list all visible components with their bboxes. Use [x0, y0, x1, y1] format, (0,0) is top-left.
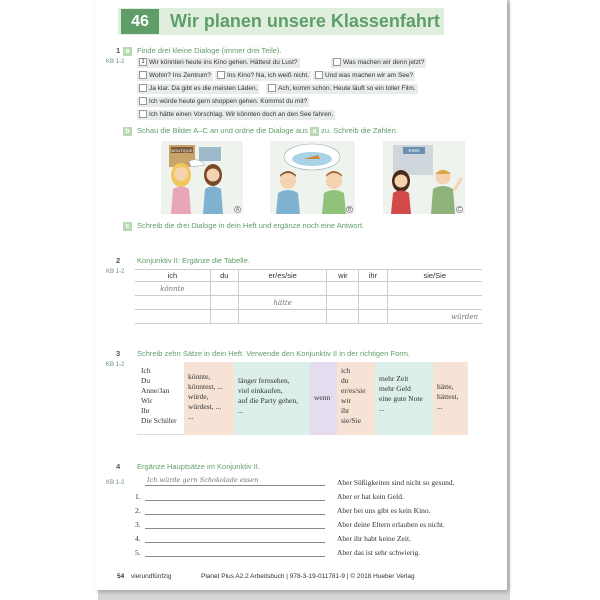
exercise-1-number: 1: [116, 46, 121, 55]
table-cell[interactable]: [327, 296, 359, 310]
page-header: [118, 8, 444, 35]
subject-item: Wir: [141, 396, 153, 405]
table-header-row: [135, 270, 482, 282]
verb-end-column: [433, 362, 468, 435]
activity-item: länger fernsehen,: [238, 376, 290, 385]
object-item: mehr Geld: [379, 384, 411, 393]
activity-item: auf die Party gehen,: [238, 396, 298, 405]
kb-ref-4: KB 1-2: [106, 480, 125, 486]
answer-box[interactable]: [217, 71, 225, 79]
answer-box[interactable]: [315, 71, 323, 79]
sentence-end: Aber ihr habt keine Zeit.: [337, 534, 411, 543]
answer-line[interactable]: [145, 500, 325, 501]
kb-ref-2: KB 1-2: [106, 269, 125, 275]
verb-end-item: ...: [437, 402, 443, 411]
exercise-2-number: 2: [116, 256, 121, 265]
answer-box[interactable]: [139, 110, 147, 118]
kb-ref-1: KB 1-2: [106, 59, 125, 65]
table-cell[interactable]: hätte: [238, 296, 327, 310]
subject-item: Du: [141, 376, 151, 385]
activity-item: viel einkaufen,: [238, 386, 283, 395]
ex3-instruction: Schreib zehn Sätze in dein Heft. Verwende den Konjunktiv II in der richtigen Form.: [137, 349, 411, 358]
table-cell[interactable]: [359, 296, 387, 310]
pronoun-column: [337, 362, 375, 435]
dialogue-chip[interactable]: Ich würde heute gern shoppen gehen. Kommst du mit?: [137, 97, 309, 107]
pronoun-item: sie/Sie: [341, 416, 361, 425]
answer-box[interactable]: 1: [139, 58, 147, 66]
workbook-page: [95, 0, 507, 590]
object-item: mehr Zeit: [379, 374, 409, 383]
table-row: [135, 282, 482, 296]
conjunction-item: wenn: [314, 393, 331, 402]
verb-item: könnte,: [188, 372, 211, 381]
subject-column: [137, 362, 184, 435]
subject-item: Ihr: [141, 406, 150, 415]
shopping-girls-illustration: [161, 141, 243, 214]
table-header-cell: sie/Sie: [387, 270, 482, 282]
sentence-end: Aber Süßigkeiten sind nicht so gesund.: [337, 478, 455, 487]
answer-line[interactable]: [145, 556, 325, 557]
footer-citation: Planet Plus A2.2 Arbeitsbuch | 978-3-19-011781-9 | © 2018 Hueber Verlag: [201, 573, 415, 580]
table-cell[interactable]: [387, 296, 482, 310]
table-cell[interactable]: [210, 310, 238, 324]
conjugation-table: [135, 269, 482, 324]
table-cell[interactable]: [238, 310, 327, 324]
lake-boys-illustration: [270, 141, 355, 214]
answer-line[interactable]: [145, 528, 325, 529]
conjunction-column: [310, 362, 337, 435]
dialogue-chip[interactable]: Und was machen wir am See?: [313, 71, 415, 81]
table-header-cell: ich: [135, 270, 210, 282]
answer-circle-c[interactable]: C: [457, 207, 462, 213]
answer-box[interactable]: [268, 84, 276, 92]
verb-end-item: hättest,: [437, 392, 459, 401]
pronoun-item: wir: [341, 396, 351, 405]
table-row: [135, 310, 482, 324]
table-cell[interactable]: [387, 282, 482, 296]
pronoun-item: ihr: [341, 406, 350, 415]
sentence-end: Aber er hat kein Geld.: [337, 492, 404, 501]
cinema-friends-illustration: [383, 141, 465, 214]
table-cell[interactable]: könnte: [135, 282, 210, 296]
dialogue-chip[interactable]: Ach, komm schon. Heute läuft so ein toller Film.: [266, 84, 418, 94]
item-number: 3.: [135, 520, 141, 529]
kb-ref-3: KB 1-2: [106, 362, 125, 368]
pronoun-item: ich: [341, 366, 351, 375]
picture-c: [383, 141, 465, 214]
activity-item: ...: [238, 406, 244, 415]
table-cell[interactable]: [327, 310, 359, 324]
answer-box[interactable]: [333, 58, 341, 66]
object-item: eine gute Note: [379, 394, 423, 403]
dialogue-chip[interactable]: Ja klar. Da gibt es die meisten Läden.: [137, 84, 259, 94]
table-header-cell: du: [210, 270, 238, 282]
verb-column: [184, 362, 234, 435]
ex1b-instruction: Schau die Bilder A–C an und ordne die Dialoge aus a zu. Schreib die Zahlen.: [137, 126, 398, 135]
verb-item: würde,: [188, 392, 209, 401]
ex1c-instruction: Schreib die drei Dialoge in dein Heft und ergänze noch eine Antwort.: [137, 221, 365, 230]
item-number: 2.: [135, 506, 141, 515]
subject-item: Ich: [141, 366, 151, 375]
example-answer: Ich würde gern Schokolade essen: [147, 476, 259, 484]
table-cell[interactable]: [135, 296, 210, 310]
sentence-end: Aber das ist sehr schwierig.: [337, 548, 421, 557]
ex2-instruction: Konjunktiv II: Ergänze die Tabelle.: [137, 256, 250, 265]
answer-line[interactable]: [145, 514, 325, 515]
answer-box[interactable]: [139, 84, 147, 92]
page-title: Wir planen unsere Klassenfahrt: [170, 11, 440, 31]
table-row: [135, 296, 482, 310]
item-number: 4.: [135, 534, 141, 543]
lesson-number: 46: [121, 9, 159, 34]
verb-end-item: hätte,: [437, 382, 454, 391]
subject-item: Anne/Jan: [141, 386, 170, 395]
item-number: 5.: [135, 548, 141, 557]
sentence-end: Aber deine Eltern erlauben es nicht.: [337, 520, 445, 529]
table-cell[interactable]: [210, 282, 238, 296]
sentence-end: Aber bei uns gibt es kein Kino.: [337, 506, 431, 515]
picture-b: [270, 141, 355, 214]
object-column: [375, 362, 433, 435]
page-number-word: vierundfünfzig: [131, 573, 172, 580]
table-header-cell: er/es/sie: [238, 270, 327, 282]
table-cell[interactable]: [359, 282, 387, 296]
ex1c-letter: c: [123, 221, 132, 231]
verb-item: würdest, ...: [188, 402, 222, 411]
activity-column: [234, 362, 310, 435]
object-item: ...: [379, 404, 385, 413]
ex1b-letter: b: [123, 126, 132, 136]
exercise-3-number: 3: [116, 349, 121, 358]
subject-item: Die Schüler: [141, 416, 177, 425]
ex1a-letter: a: [123, 46, 132, 56]
answer-box[interactable]: [139, 97, 147, 105]
answer-circle-b[interactable]: B: [347, 207, 352, 213]
item-number: 1.: [135, 492, 141, 501]
verb-item: könntest, ...: [188, 382, 223, 391]
pronoun-item: er/es/sie: [341, 386, 366, 395]
table-cell[interactable]: würden: [387, 310, 482, 324]
dialogue-chip[interactable]: Ins Kino? Na, ich weiß nicht.: [215, 71, 311, 81]
page-number: 54: [117, 573, 125, 580]
boutique-sign: BOUTIQUE: [171, 148, 193, 153]
picture-a: [161, 141, 243, 214]
pronoun-item: du: [341, 376, 349, 385]
answer-line[interactable]: [145, 542, 325, 543]
verb-item: ...: [188, 412, 194, 421]
dialogue-chip[interactable]: Wohin? Ins Zentrum?: [137, 71, 213, 81]
answer-box[interactable]: [139, 71, 147, 79]
table-cell[interactable]: [210, 296, 238, 310]
kino-sign: KINO: [408, 148, 420, 153]
dialogue-chip[interactable]: 1 Wir könnten heute ins Kino gehen. Hättest du Lust?: [137, 58, 300, 68]
table-cell[interactable]: [359, 310, 387, 324]
table-header-cell: ihr: [359, 270, 387, 282]
table-cell[interactable]: [135, 310, 210, 324]
dialogue-chip[interactable]: Was machen wir denn jetzt?: [331, 58, 426, 68]
dialogue-chip[interactable]: Ich hätte einen Vorschlag. Wir könnten doch an den See fahren.: [137, 110, 335, 120]
exercise-4-number: 4: [116, 462, 121, 471]
answer-line[interactable]: [145, 485, 325, 486]
ex4-instruction: Ergänze Hauptsätze im Konjunktiv II.: [137, 462, 260, 471]
ex1a-instruction: Finde drei kleine Dialoge (immer drei Teile).: [137, 46, 282, 55]
table-header-cell: wir: [327, 270, 359, 282]
answer-circle-a[interactable]: A: [235, 207, 240, 213]
table-cell[interactable]: [238, 282, 327, 296]
table-cell[interactable]: [327, 282, 359, 296]
